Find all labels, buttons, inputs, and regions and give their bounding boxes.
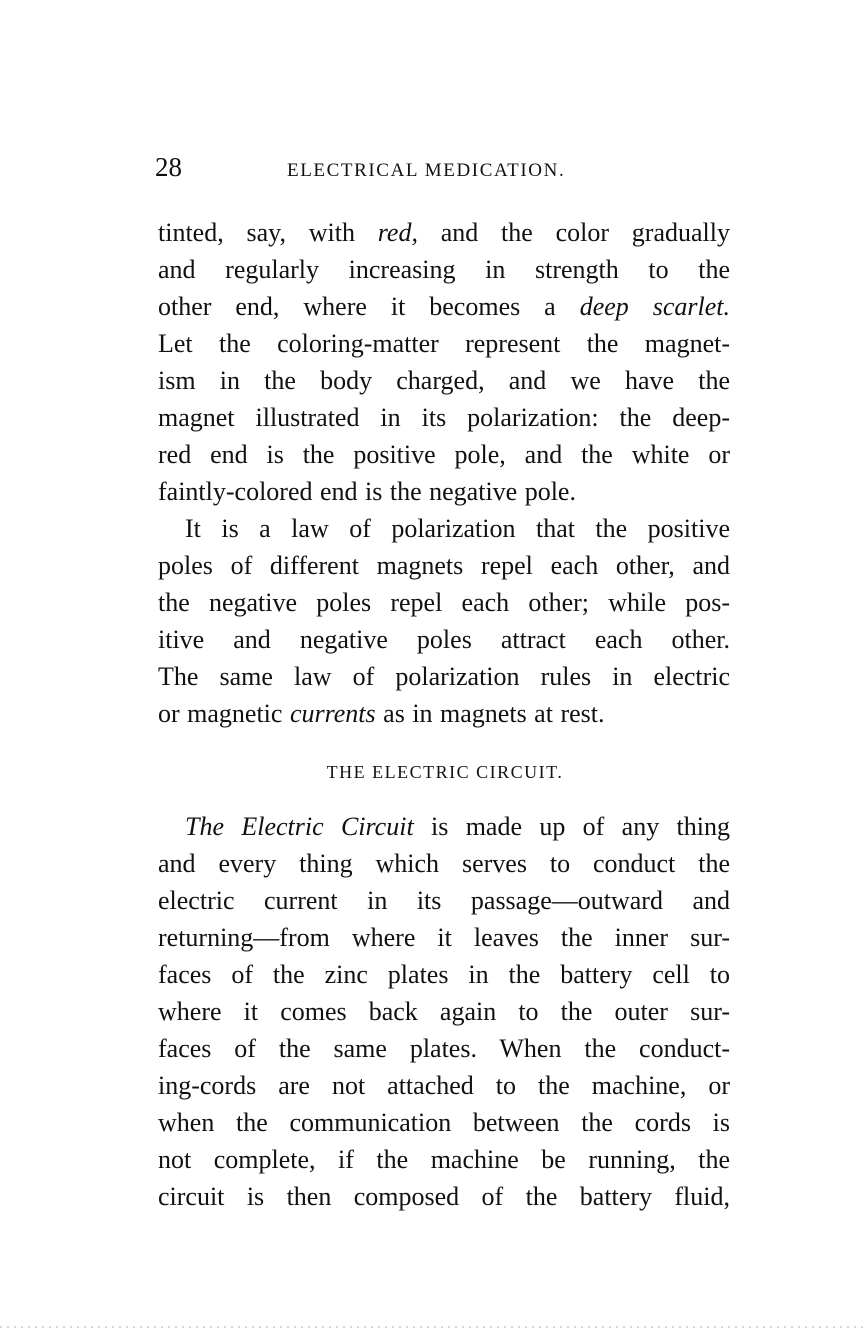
text-line bbox=[158, 362, 730, 399]
text-segment: returning—from where it leaves the inner sur- bbox=[158, 923, 730, 952]
text-segment: faces of the same plates. When the conduct- bbox=[158, 1034, 730, 1063]
text-line bbox=[158, 399, 730, 436]
italic-text: red, bbox=[377, 218, 418, 247]
running-title: ELECTRICAL MEDICATION. bbox=[287, 160, 566, 181]
text-segment: The same law of polarization rules in electric bbox=[158, 662, 730, 691]
text-segment: magnet illustrated in its polarization: the deep- bbox=[158, 403, 730, 432]
text-line bbox=[158, 1141, 730, 1178]
text-line bbox=[158, 695, 730, 732]
text-segment: faces of the zinc plates in the battery cell to bbox=[158, 960, 730, 989]
text-segment: where it comes back again to the outer sur- bbox=[158, 997, 730, 1026]
text-line bbox=[158, 919, 730, 956]
text-line bbox=[158, 325, 730, 362]
text-line bbox=[158, 658, 730, 695]
text-line bbox=[158, 845, 730, 882]
text-segment: other end, where it becomes a bbox=[158, 292, 580, 321]
text-segment: and every thing which serves to conduct the bbox=[158, 849, 730, 878]
text-line bbox=[158, 214, 730, 251]
text-line bbox=[158, 1104, 730, 1141]
text-line bbox=[158, 956, 730, 993]
italic-text: deep scarlet. bbox=[579, 292, 730, 321]
text-segment: when the communication between the cords is bbox=[158, 1108, 730, 1137]
text-line bbox=[158, 882, 730, 919]
text-segment: It is a law of polarization that the positive bbox=[185, 514, 730, 543]
text-segment: itive and negative poles attract each other. bbox=[158, 625, 730, 654]
text-line bbox=[158, 1030, 730, 1067]
italic-text: The Electric Circuit bbox=[185, 812, 414, 841]
text-segment: faintly-colored end is the negative pole. bbox=[158, 477, 576, 506]
section-heading: THE ELECTRIC CIRCUIT. bbox=[326, 762, 564, 782]
text-line bbox=[158, 808, 730, 845]
scan-edge-dots bbox=[0, 1326, 864, 1328]
text-segment: as in magnets at rest. bbox=[375, 699, 605, 728]
text-line bbox=[158, 621, 730, 658]
text-line bbox=[158, 547, 730, 584]
text-segment: ing-cords are not attached to the machine, or bbox=[158, 1071, 730, 1100]
text-line bbox=[158, 251, 730, 288]
text-segment: not complete, if the machine be running, the bbox=[158, 1145, 730, 1174]
text-segment: and regularly increasing in strength to the bbox=[158, 255, 730, 284]
text-line bbox=[158, 436, 730, 473]
italic-text: currents bbox=[289, 699, 376, 728]
page-number: 28 bbox=[155, 152, 182, 182]
text-segment: or magnetic bbox=[158, 699, 290, 728]
text-line bbox=[158, 584, 730, 621]
text-line bbox=[158, 473, 730, 510]
text-segment: red end is the positive pole, and the white or bbox=[158, 440, 730, 469]
text-segment: poles of different magnets repel each other, and bbox=[158, 551, 730, 580]
text-segment: circuit is then composed of the battery fluid, bbox=[158, 1182, 730, 1211]
text-segment: is made up of any thing bbox=[413, 812, 731, 841]
text-segment: and the color gradually bbox=[417, 218, 730, 247]
text-segment: ism in the body charged, and we have the bbox=[158, 366, 730, 395]
text-segment: tinted, say, with bbox=[158, 218, 378, 247]
text-segment: the negative poles repel each other; while pos- bbox=[158, 588, 730, 617]
text-line bbox=[158, 1067, 730, 1104]
text-line bbox=[158, 510, 730, 547]
text-line bbox=[158, 288, 730, 325]
text-line bbox=[158, 1178, 730, 1215]
text-segment: electric current in its passage—outward and bbox=[158, 886, 730, 915]
text-line bbox=[158, 993, 730, 1030]
text-segment: Let the coloring-matter represent the magnet- bbox=[158, 329, 730, 358]
